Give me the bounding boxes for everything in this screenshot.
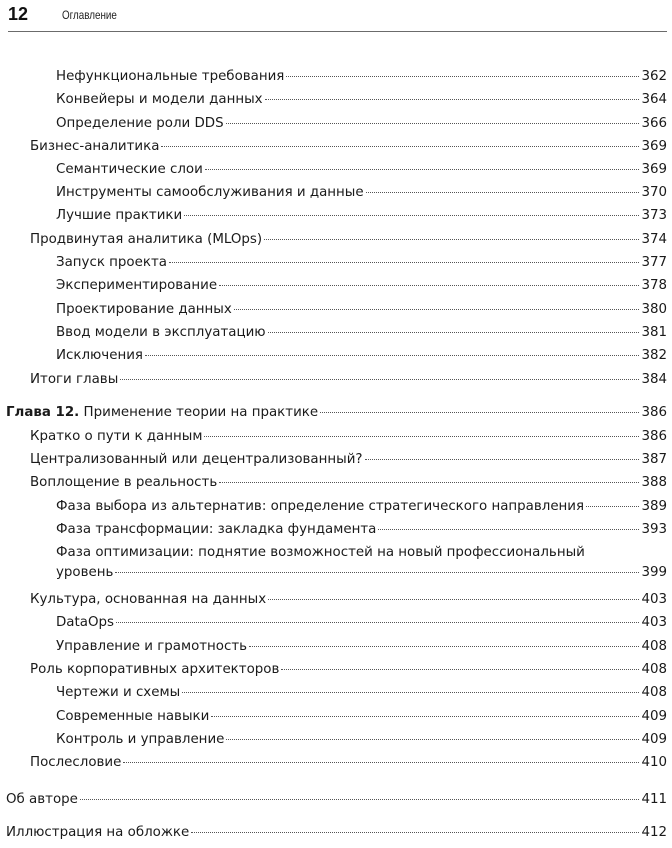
toc-entry-title: Роль корпоративных архитекторов: [30, 662, 280, 677]
toc-entry-page: 386: [641, 405, 667, 420]
toc-entry-title: Фаза трансформации: закладка фундамента: [56, 522, 377, 537]
running-title: Оглавление: [62, 8, 117, 22]
dot-leader: [320, 412, 639, 413]
toc-entry[interactable]: [30, 590, 667, 610]
toc-entry-title: Итоги главы: [30, 372, 119, 387]
toc-entry[interactable]: [56, 683, 667, 703]
toc-entry-page: 388: [641, 475, 667, 490]
dot-leader: [234, 309, 640, 310]
chapter-label: Глава 12.: [6, 405, 80, 420]
toc-entry-title: Инструменты самообслуживания и данные: [56, 185, 364, 200]
dot-leader: [219, 482, 639, 483]
toc-entry-page: 412: [641, 825, 667, 840]
toc-entry-page: 381: [641, 325, 667, 340]
toc-entry[interactable]: [56, 300, 667, 320]
toc-entry-title: Определение роли DDS: [56, 116, 224, 131]
toc-entry[interactable]: [56, 543, 667, 583]
toc-entry[interactable]: [30, 753, 667, 773]
toc-entry-page: 374: [641, 232, 667, 247]
toc-entry-page: 387: [641, 452, 667, 467]
dot-leader: [161, 146, 639, 147]
toc-entry[interactable]: [56, 253, 667, 273]
dot-leader: [226, 123, 640, 124]
page-number: 12: [8, 4, 29, 24]
toc-entry-page: 382: [641, 348, 667, 363]
toc-entry[interactable]: [30, 370, 667, 390]
toc-entry-title: Запуск проекта: [56, 255, 167, 270]
dot-leader: [268, 332, 640, 333]
dot-leader: [286, 76, 639, 77]
toc-entry[interactable]: [56, 183, 667, 203]
toc-entry[interactable]: [30, 137, 667, 157]
toc-entry-line: [56, 563, 667, 583]
toc-entry-title: Послесловие: [30, 755, 122, 770]
toc-entry-title: Семантические слои: [56, 162, 203, 177]
toc-entry-title: Продвинутая аналитика (MLOps): [30, 232, 263, 247]
dot-leader: [219, 285, 639, 286]
toc-entry-page: 386: [641, 429, 667, 444]
dot-leader: [211, 716, 639, 717]
dot-leader: [184, 215, 639, 216]
toc-entry-title: Контроль и управление: [56, 732, 225, 747]
toc-entry-page: 408: [641, 685, 667, 700]
toc-entry[interactable]: [6, 823, 667, 843]
toc-entry-title: Лучшие практики: [56, 208, 183, 223]
toc-entry-title: Современные навыки: [56, 709, 210, 724]
toc-entry-title: Исключения: [56, 348, 143, 363]
toc-entry-page: 384: [641, 372, 667, 387]
dot-leader: [123, 762, 639, 763]
dot-leader: [365, 459, 640, 460]
dot-leader: [265, 99, 640, 100]
toc-entry-page: 362: [641, 69, 667, 84]
toc-entry-title: Культура, основанная на данных: [30, 592, 267, 607]
toc-entry-title: Кратко о пути к данным: [30, 429, 203, 444]
toc-entry-title: Фаза оптимизации: поднятие возможностей на новый профессиональный: [56, 545, 585, 560]
dot-leader: [226, 739, 639, 740]
toc-entry[interactable]: [30, 427, 667, 447]
toc-entry-title: Иллюстрация на обложке: [6, 825, 190, 840]
toc-entry-page: 377: [641, 255, 667, 270]
dot-leader: [204, 436, 639, 437]
toc-entry-line: [56, 543, 667, 563]
dot-leader: [249, 646, 639, 647]
toc-entry[interactable]: [6, 790, 667, 810]
toc-entry-page: 366: [641, 116, 667, 131]
toc-entry-page: 403: [641, 615, 667, 630]
toc-entry-page: 411: [641, 792, 667, 807]
toc-entry-title-continued: уровень: [56, 565, 114, 580]
toc-entry-page: 393: [641, 522, 667, 537]
dot-leader: [145, 355, 639, 356]
toc-entry-title: Воплощение в реальность: [30, 475, 218, 490]
dot-leader: [169, 262, 639, 263]
toc-entry-page: 410: [641, 755, 667, 770]
toc-chapter-entry[interactable]: [6, 403, 667, 423]
toc-entry[interactable]: [56, 90, 667, 110]
toc-entry-page: 409: [641, 732, 667, 747]
dot-leader: [586, 506, 639, 507]
toc-entry[interactable]: [56, 730, 667, 750]
dot-leader: [182, 692, 639, 693]
dot-leader: [281, 669, 639, 670]
toc-chapter-title: [6, 403, 318, 423]
toc-entry[interactable]: [56, 67, 667, 87]
toc-entry-title: Экспериментирование: [56, 278, 218, 293]
dot-leader: [366, 192, 640, 193]
toc-entry-page: 369: [641, 139, 667, 154]
toc-entry-title: Нефункциональные требования: [56, 69, 285, 84]
dot-leader: [115, 572, 639, 573]
dot-leader: [264, 239, 639, 240]
dot-leader: [116, 622, 639, 623]
toc-entry[interactable]: [56, 520, 667, 540]
toc-entry[interactable]: [56, 114, 667, 134]
toc-entry[interactable]: [30, 473, 667, 493]
toc-entry-title: Централизованный или децентрализованный?: [30, 452, 363, 467]
toc-entry[interactable]: [56, 497, 667, 517]
toc-entry-page: 408: [641, 662, 667, 677]
toc-entry[interactable]: [56, 613, 667, 633]
toc-entry-title: Конвейеры и модели данных: [56, 92, 263, 107]
dot-leader: [268, 599, 639, 600]
toc-entry[interactable]: [56, 323, 667, 343]
dot-leader: [80, 799, 640, 800]
toc-entry-page: 373: [641, 208, 667, 223]
toc-entry-page: 408: [641, 639, 667, 654]
chapter-title-text: Применение теории на практике: [83, 405, 319, 420]
toc-entry-title: DataOps: [56, 615, 114, 630]
toc-entry[interactable]: [56, 346, 667, 366]
toc-entry-title: Фаза выбора из альтернатив: определение стратегического направления: [56, 499, 585, 514]
toc-entry-page: 389: [641, 499, 667, 514]
toc-entry[interactable]: [30, 660, 667, 680]
toc-entry[interactable]: [56, 206, 667, 226]
toc-entry-title: Чертежи и схемы: [56, 685, 181, 700]
dot-leader: [191, 832, 639, 833]
toc-entry-page: 370: [641, 185, 667, 200]
toc-entry[interactable]: [56, 160, 667, 180]
dot-leader: [120, 379, 639, 380]
dot-leader: [378, 529, 639, 530]
toc-entry-title: Ввод модели в эксплуатацию: [56, 325, 266, 340]
toc-entry[interactable]: [56, 276, 667, 296]
toc-entry[interactable]: [56, 707, 667, 727]
toc-entry-page: 399: [641, 565, 667, 580]
toc-entry-page: 409: [641, 709, 667, 724]
toc-entry-title: Бизнес-аналитика: [30, 139, 160, 154]
toc-entry-page: 364: [641, 92, 667, 107]
toc-entry-page: 403: [641, 592, 667, 607]
toc-entry-page: 378: [641, 278, 667, 293]
dot-leader: [205, 169, 640, 170]
toc-entry-title: Проектирование данных: [56, 302, 232, 317]
toc-entry-title: Управление и грамотность: [56, 639, 248, 654]
toc-entry-page: 369: [641, 162, 667, 177]
toc-entry[interactable]: [30, 450, 667, 470]
toc-entry-title: Об авторе: [6, 792, 78, 807]
toc-entry[interactable]: [30, 230, 667, 250]
toc-entry-page: 380: [641, 302, 667, 317]
toc-entry[interactable]: [56, 637, 667, 657]
